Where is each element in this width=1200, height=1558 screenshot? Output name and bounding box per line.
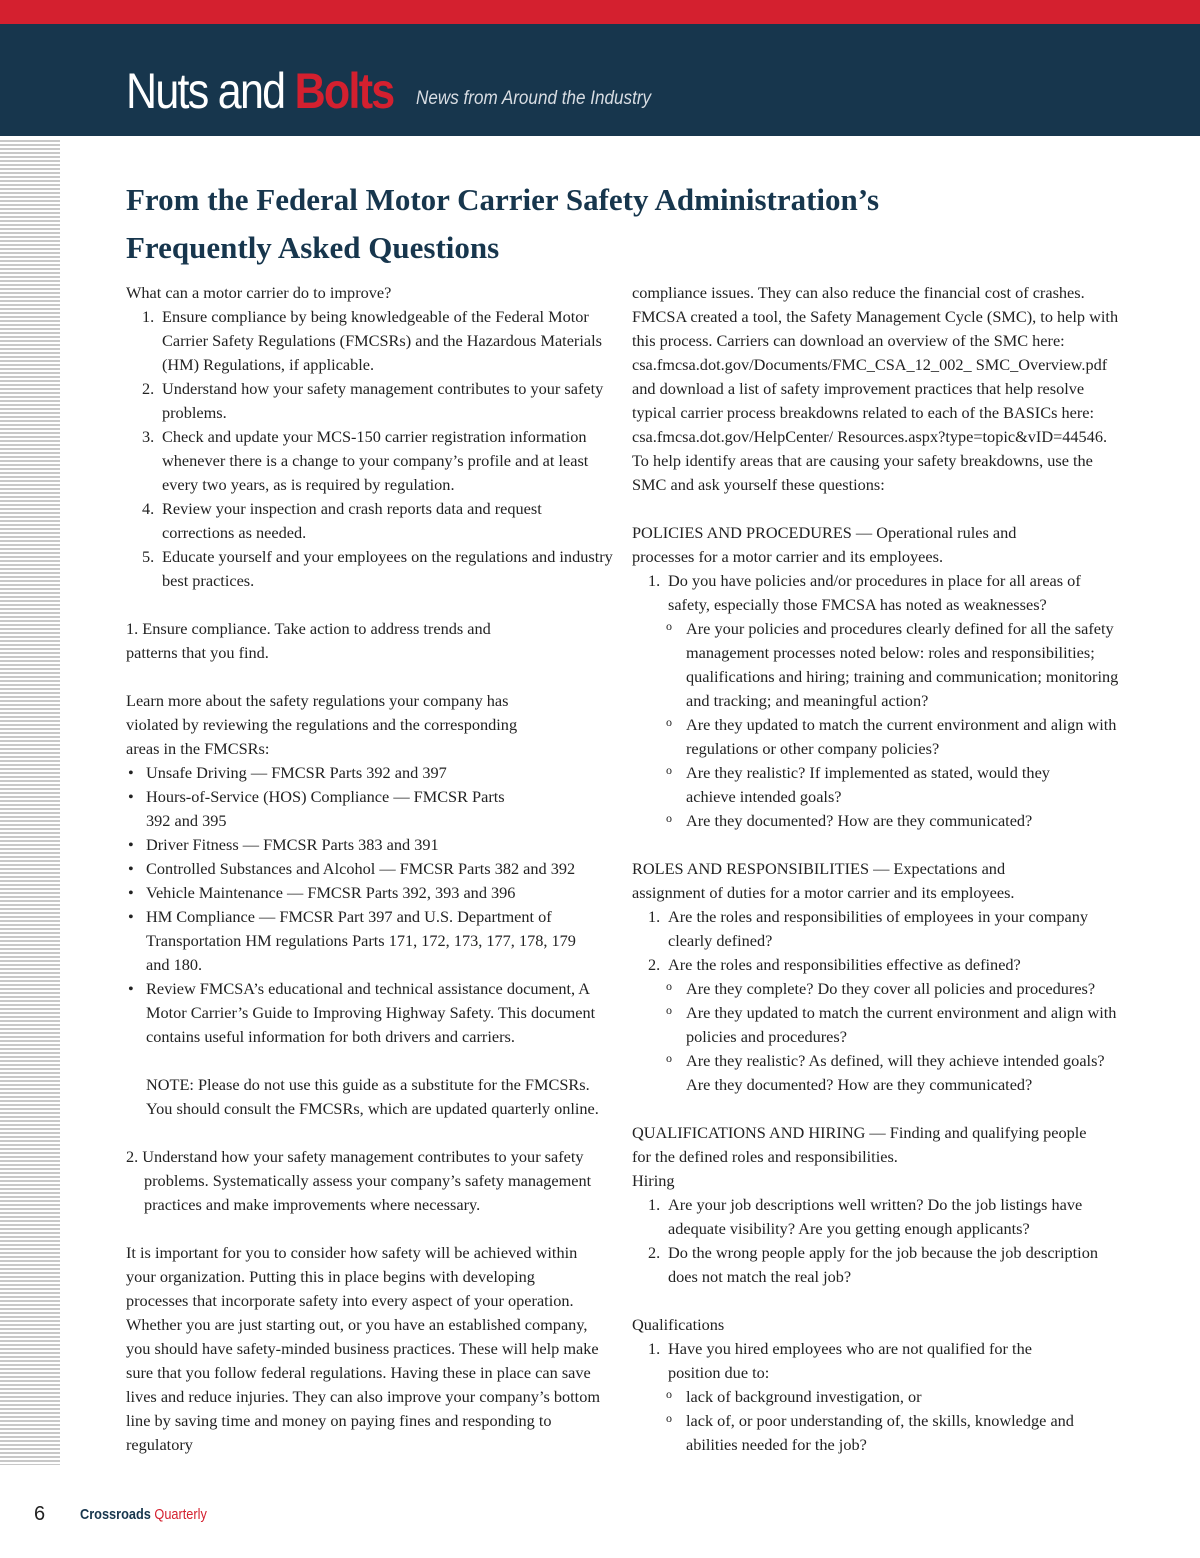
bullet-item: • Unsafe Driving — FMCSR Parts 392 and 397 [126, 761, 616, 785]
policies-heading: POLICIES AND PROCEDURES — Operational rules and processes for a motor carrier and its employees. [632, 523, 1017, 566]
article-title-line2: Frequently Asked Questions [126, 230, 500, 265]
sub-item: o Are they realistic? As defined, will they achieve intended goals? Are they documented? How are they communicated? [632, 1049, 1122, 1097]
hiring-label: Hiring [632, 1171, 675, 1190]
ensure-paragraph: 1. Ensure compliance. Take action to address trends and patterns that you find. [126, 619, 491, 662]
hiring-question: 2. Do the wrong people apply for the job because the job description does not match the real job? [648, 1243, 1098, 1286]
sub-item: o Are they realistic? If implemented as stated, would they achieve intended goals? [632, 761, 1066, 809]
section-tagline: News from Around the Industry [416, 88, 652, 109]
section-header [0, 24, 1200, 136]
sub-item: o Are they complete? Do they cover all policies and procedures? [632, 977, 1122, 1001]
question: What can a motor carrier do to improve? [126, 283, 392, 302]
qualifications-question: 1. Have you hired employees who are not qualified for the position due to: [648, 1339, 1032, 1382]
step-item: 5. Educate yourself and your employees on the regulations and industry best practices. [142, 547, 613, 590]
question-text: Are your job descriptions well written? Do the job listings have adequate visibility? Are you getting enough applicants? [668, 1195, 1083, 1238]
step-text: Understand how your safety management contributes to your safety problems. [162, 379, 604, 422]
bullet-item: • Driver Fitness — FMCSR Parts 383 and 391 [126, 833, 616, 857]
bullet-item: • HM Compliance — FMCSR Part 397 and U.S. Department of Transportation HM regulations Parts 171, 172, 173, 177, 178, 179 and 180. [126, 905, 601, 977]
question-text: Do you have policies and/or procedures in place for all areas of safety, especially those FMCSA has noted as weaknesses? [668, 571, 1081, 614]
page-number: 6 [34, 1503, 46, 1525]
note-paragraph: NOTE: Please do not use this guide as a substitute for the FMCSRs. You should consult the FMCSRs, which are updated quarterly online. [146, 1075, 599, 1118]
sub-item: o Are they updated to match the current environment and align with regulations or other company policies? [632, 713, 1122, 761]
step-item: 3. Check and update your MCS-150 carrier registration information whenever there is a change to your company’s profile and at least every two years, as is required by regulation. [142, 427, 589, 494]
sub-item: o Are they updated to match the current environment and align with policies and procedures? [632, 1001, 1122, 1049]
publication-name [80, 1506, 207, 1523]
bullet-item: • Vehicle Maintenance — FMCSR Parts 392, 393 and 396 [126, 881, 616, 905]
sub-item: o lack of background investigation, or [632, 1385, 1122, 1409]
question-text: Have you hired employees who are not qualified for the position due to: [668, 1339, 1032, 1382]
sub-item: o Are they documented? How are they communicated? [632, 809, 1122, 833]
section-title-light: Nuts and [126, 63, 285, 119]
policies-question: 1. Do you have policies and/or procedures in place for all areas of safety, especially those FMCSA has noted as weaknesses? [648, 571, 1081, 614]
step-item: 2. Understand how your safety management contributes to your safety problems. [142, 379, 604, 422]
bullet-item: • Hours-of-Service (HOS) Compliance — FMCSR Parts 392 and 395 [126, 785, 506, 833]
question-text: Do the wrong people apply for the job because the job description does not match the real job? [668, 1243, 1098, 1286]
section-title [126, 62, 393, 120]
step-text: Educate yourself and your employees on the regulations and industry best practices. [162, 547, 613, 590]
continued-paragraph: compliance issues. They can also reduce the financial cost of crashes. FMCSA created a tool, the Safety Management Cycle (SMC), to help with this process. Carriers can download an overview of the SMC here: csa.fmcsa.dot.gov/Documents/FMC_CSA_12_002_ SMC_Overview.pdf and download a list of safety improvement practices that help resolve typical carrier process breakdowns related to each of the BASICs here: csa.fmcsa.dot.gov/HelpCenter/ Resources.aspx?type=topic&vID=44546. To help identify areas that are causing your safety breakdowns, use the SMC and ask yourself these questions: [632, 283, 1119, 494]
step-text: Review your inspection and crash reports data and request corrections as needed. [162, 499, 542, 542]
article-title [126, 176, 1126, 272]
bullet-item: • Controlled Substances and Alcohol — FMCSR Parts 382 and 392 [126, 857, 616, 881]
step-text: Check and update your MCS-150 carrier registration information whenever there is a change to your company’s profile and at least every two years, as is required by regulation. [162, 427, 589, 494]
section-title-bold: Bolts [294, 63, 394, 119]
bullet-item: • Review FMCSA’s educational and technical assistance document, A Motor Carrier’s Guide to Improving Highway Safety. This document contains useful information for both drivers and carriers. [126, 977, 616, 1049]
qualifications-heading: QUALIFICATIONS AND HIRING — Finding and qualifying people for the defined roles and responsibilities. [632, 1123, 1087, 1166]
left-column [126, 281, 616, 1457]
step-item: 4. Review your inspection and crash reports data and request corrections as needed. [142, 499, 542, 542]
sub-item: o lack of, or poor understanding of, the skills, knowledge and abilities needed for the job? [632, 1409, 1122, 1457]
important-paragraph: It is important for you to consider how safety will be achieved within your organization. Putting this in place begins with developing processes that incorporate safety into every aspect of your operation. Whether you are just starting out, or you have an established company, you should have safety-minded business practices. These will help make sure that you follow federal regulations. Having these in place can save lives and reduce injuries. They can also improve your company’s bottom line by saving time and money on paying fines and responding to regulatory [126, 1243, 600, 1454]
question-text: Are the roles and responsibilities effective as defined? [668, 955, 1021, 974]
right-column [632, 281, 1122, 1457]
top-accent-bar [0, 0, 1200, 24]
publication-name-light: Quarterly [154, 1506, 207, 1523]
sub-item: o Are your policies and procedures clearly defined for all the safety management processes noted below: roles and responsibilities; qualifications and hiring; training and communication; monitoring and tracking; and meaningful action? [632, 617, 1122, 713]
decorative-stripes [0, 140, 60, 1465]
roles-heading: ROLES AND RESPONSIBILITIES — Expectations and assignment of duties for a motor carrier and its employees. [632, 859, 1015, 902]
step-text: Ensure compliance by being knowledgeable of the Federal Motor Carrier Safety Regulations (FMCSRs) and the Hazardous Materials (HM) Regulations, if applicable. [162, 307, 602, 374]
hiring-question: 1. Are your job descriptions well written? Do the job listings have adequate visibility? Are you getting enough applicants? [648, 1195, 1083, 1238]
qualifications-label: Qualifications [632, 1315, 725, 1334]
roles-question: 1. Are the roles and responsibilities of employees in your company clearly defined? [648, 907, 1089, 950]
question-text: Are the roles and responsibilities of employees in your company clearly defined? [668, 907, 1089, 950]
publication-name-bold: Crossroads [80, 1506, 151, 1523]
step-item: 1. Ensure compliance by being knowledgeable of the Federal Motor Carrier Safety Regulations (FMCSRs) and the Hazardous Materials (HM) Regulations, if applicable. [142, 307, 602, 374]
learn-paragraph: Learn more about the safety regulations your company has violated by reviewing the regulations and the corresponding areas in the FMCSRs: [126, 691, 518, 758]
roles-question: 2. Are the roles and responsibilities effective as defined? [648, 955, 1021, 974]
understand-paragraph: 2. Understand how your safety management contributes to your safety problems. Systematically assess your company’s safety management practices and make improvements where necessary. [126, 1147, 592, 1214]
article-title-line1: From the Federal Motor Carrier Safety Administration’s [126, 182, 880, 217]
